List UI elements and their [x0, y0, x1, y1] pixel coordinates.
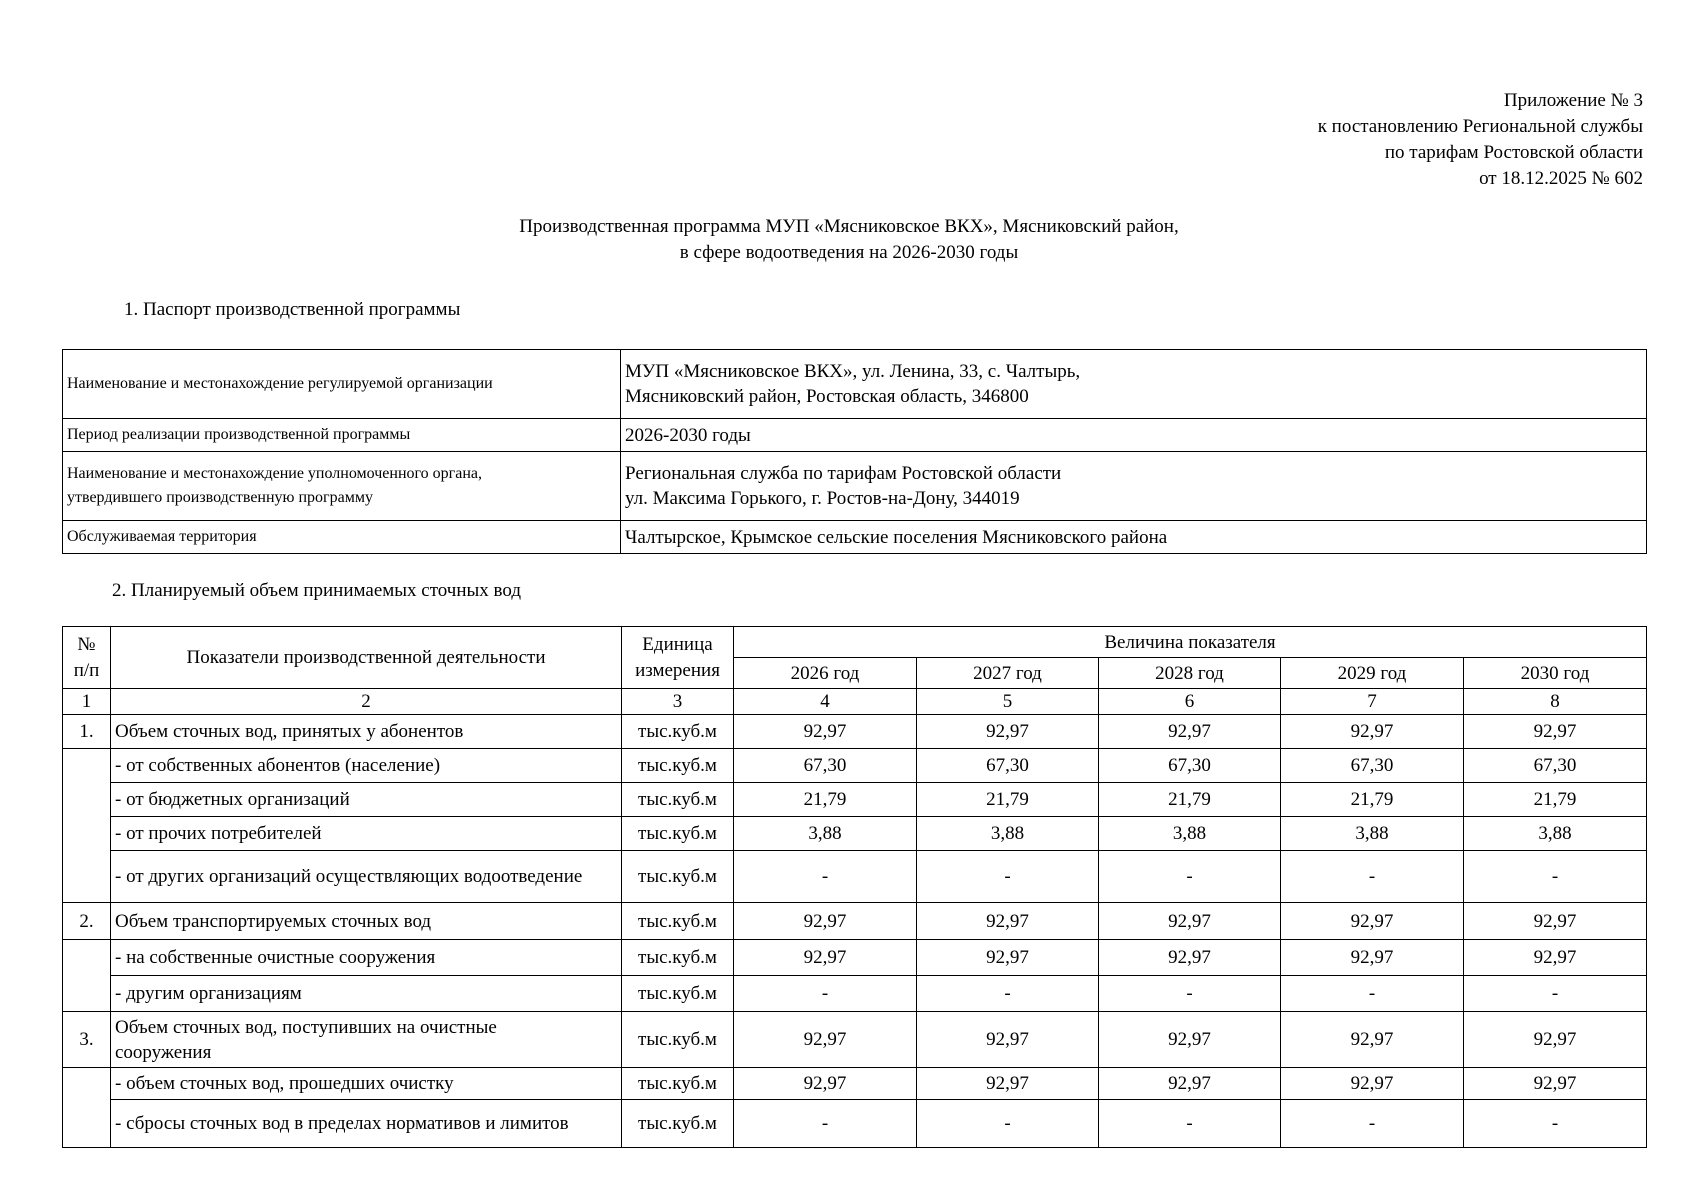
column-number-row: [63, 689, 1647, 715]
document-title-line-2: в сфере водоотведения на 2026-2030 годы: [679, 242, 1019, 263]
passport-value-line: Мясниковский район, Ростовская область, 346800: [625, 386, 1029, 407]
row-indicator: - на собственные очистные сооружения: [111, 940, 622, 976]
passport-label: Наименование и местонахождение регулируемой организации: [63, 350, 621, 419]
row-unit: тыс.куб.м: [622, 976, 734, 1012]
row-value: -: [1099, 1100, 1281, 1148]
table-row: [63, 817, 1647, 851]
row-unit: тыс.куб.м: [622, 749, 734, 783]
row-value: 67,30: [734, 749, 917, 783]
row-value: 92,97: [1281, 1068, 1464, 1100]
column-number: 8: [1464, 689, 1647, 715]
row-value: 21,79: [1099, 783, 1281, 817]
row-value: 21,79: [734, 783, 917, 817]
row-unit: тыс.куб.м: [622, 817, 734, 851]
row-value: -: [1281, 1100, 1464, 1148]
header-year: 2028 год: [1099, 658, 1281, 689]
header-value-group: Величина показателя: [734, 627, 1647, 658]
passport-value: 2026-2030 годы: [621, 419, 1647, 452]
row-value: 67,30: [1464, 749, 1647, 783]
header-year: 2030 год: [1464, 658, 1647, 689]
row-value: -: [1099, 851, 1281, 903]
table-row: [63, 940, 1647, 976]
passport-row: [63, 521, 1647, 554]
appendix-authority-line: по тарифам Ростовской области: [1384, 142, 1643, 163]
column-number: 3: [622, 689, 734, 715]
row-number: 3.: [63, 1012, 111, 1068]
passport-label-line: Наименование и местонахождение уполномоченного органа,: [67, 465, 482, 482]
row-indicator: - от других организаций осуществляющих водоотведение: [111, 851, 622, 903]
table-row: [63, 1012, 1647, 1068]
table-row: [63, 1068, 1647, 1100]
appendix-number: Приложение № 3: [1503, 90, 1643, 111]
row-value: 92,97: [734, 940, 917, 976]
table-row: [63, 749, 1647, 783]
row-number: [63, 940, 111, 1012]
row-value: 67,30: [917, 749, 1099, 783]
passport-label: Обслуживаемая территория: [63, 521, 621, 554]
row-value: 92,97: [917, 1012, 1099, 1068]
row-value: 92,97: [917, 903, 1099, 940]
section-2-heading: 2. Планируемый объем принимаемых сточных вод: [112, 580, 522, 601]
header-unit-line: Единица: [642, 633, 713, 655]
row-value: 92,97: [917, 715, 1099, 749]
row-value: 92,97: [1464, 1068, 1647, 1100]
row-number: 1.: [63, 715, 111, 749]
row-indicator-line: Объем сточных вод, поступивших на очистные: [115, 1016, 497, 1038]
row-value: -: [917, 851, 1099, 903]
passport-label: Период реализации производственной программы: [63, 419, 621, 452]
row-unit: тыс.куб.м: [622, 851, 734, 903]
header-year: 2027 год: [917, 658, 1099, 689]
row-indicator: - другим организациям: [111, 976, 622, 1012]
passport-value-line: МУП «Мясниковское ВКХ», ул. Ленина, 33, с. Чалтырь,: [625, 361, 1081, 382]
row-value: 92,97: [1099, 940, 1281, 976]
row-value: 92,97: [734, 1012, 917, 1068]
header-number-line: п/п: [73, 659, 100, 681]
row-value: -: [1464, 976, 1647, 1012]
row-unit: тыс.куб.м: [622, 1012, 734, 1068]
column-number: 5: [917, 689, 1099, 715]
row-indicator-line: сооружения: [115, 1041, 212, 1063]
header-row: [63, 627, 1647, 658]
table-row: [63, 851, 1647, 903]
row-value: -: [1099, 976, 1281, 1012]
row-unit: тыс.куб.м: [622, 940, 734, 976]
passport-table: [62, 349, 1647, 554]
row-value: 67,30: [1281, 749, 1464, 783]
header-year: 2026 год: [734, 658, 917, 689]
row-value: 92,97: [1281, 903, 1464, 940]
column-number: 2: [111, 689, 622, 715]
row-value: -: [1464, 1100, 1647, 1148]
passport-label-line: утвердившего производственную программу: [67, 489, 373, 506]
passport-label: [63, 452, 621, 521]
row-value: 92,97: [1464, 903, 1647, 940]
row-value: 21,79: [917, 783, 1099, 817]
passport-value: [621, 350, 1647, 419]
row-value: 92,97: [1464, 940, 1647, 976]
row-value: 92,97: [734, 715, 917, 749]
row-value: -: [734, 1100, 917, 1148]
passport-value-line: ул. Максима Горького, г. Ростов-на-Дону, 344019: [625, 488, 1020, 509]
row-value: 21,79: [1281, 783, 1464, 817]
row-value: 92,97: [1464, 1012, 1647, 1068]
row-value: 92,97: [1099, 1068, 1281, 1100]
row-value: 3,88: [734, 817, 917, 851]
row-value: 92,97: [917, 940, 1099, 976]
header-indicator: Показатели производственной деятельности: [111, 627, 622, 689]
passport-value: Чалтырское, Крымское сельские поселения Мясниковского района: [621, 521, 1647, 554]
document-title-line-1: Производственная программа МУП «Мясниковское ВКХ», Мясниковский район,: [519, 216, 1179, 237]
row-value: 92,97: [1099, 1012, 1281, 1068]
row-value: 3,88: [1099, 817, 1281, 851]
row-number: [63, 749, 111, 903]
column-number: 1: [63, 689, 111, 715]
table-row: [63, 783, 1647, 817]
row-value: -: [1281, 976, 1464, 1012]
passport-row: [63, 350, 1647, 419]
appendix-resolution-line: к постановлению Региональной службы: [1317, 116, 1643, 137]
appendix-reference: [1043, 88, 1643, 192]
column-number: 4: [734, 689, 917, 715]
header-unit: [622, 627, 734, 689]
row-indicator: - от прочих потребителей: [111, 817, 622, 851]
row-value: -: [1281, 851, 1464, 903]
passport-value-line: Региональная служба по тарифам Ростовской области: [625, 463, 1062, 484]
row-unit: тыс.куб.м: [622, 903, 734, 940]
table-row: [63, 1100, 1647, 1148]
row-value: -: [734, 851, 917, 903]
row-value: 92,97: [1464, 715, 1647, 749]
row-value: 92,97: [1281, 715, 1464, 749]
row-indicator: - от бюджетных организаций: [111, 783, 622, 817]
row-unit: тыс.куб.м: [622, 1068, 734, 1100]
row-indicator: - от собственных абонентов (население): [111, 749, 622, 783]
row-value: 21,79: [1464, 783, 1647, 817]
wastewater-volume-table: [62, 626, 1647, 1148]
header-number-line: №: [77, 633, 96, 655]
row-value: -: [917, 976, 1099, 1012]
row-indicator: Объем транспортируемых сточных вод: [111, 903, 622, 940]
row-value: 92,97: [734, 1068, 917, 1100]
column-number: 6: [1099, 689, 1281, 715]
row-value: 92,97: [1281, 940, 1464, 976]
passport-row: [63, 419, 1647, 452]
row-value: 92,97: [1281, 1012, 1464, 1068]
row-unit: тыс.куб.м: [622, 1100, 734, 1148]
table-row: [63, 715, 1647, 749]
row-value: -: [1464, 851, 1647, 903]
row-value: 3,88: [1281, 817, 1464, 851]
row-value: 92,97: [917, 1068, 1099, 1100]
row-indicator: [111, 1012, 622, 1068]
row-number: 2.: [63, 903, 111, 940]
row-unit: тыс.куб.м: [622, 783, 734, 817]
row-value: 3,88: [1464, 817, 1647, 851]
row-value: 3,88: [917, 817, 1099, 851]
row-number: [63, 1068, 111, 1148]
row-value: -: [734, 976, 917, 1012]
passport-value: [621, 452, 1647, 521]
document-title: [0, 214, 1698, 266]
header-number: [63, 627, 111, 689]
row-value: 92,97: [1099, 903, 1281, 940]
appendix-date-line: от 18.12.2025 № 602: [1479, 168, 1643, 189]
row-indicator: - объем сточных вод, прошедших очистку: [111, 1068, 622, 1100]
table-row: [63, 903, 1647, 940]
table-row: [63, 976, 1647, 1012]
column-number: 7: [1281, 689, 1464, 715]
row-value: 67,30: [1099, 749, 1281, 783]
row-unit: тыс.куб.м: [622, 715, 734, 749]
row-indicator: Объем сточных вод, принятых у абонентов: [111, 715, 622, 749]
row-indicator: - сбросы сточных вод в пределах нормативов и лимитов: [111, 1100, 622, 1148]
header-unit-line: измерения: [635, 659, 720, 681]
section-1-heading: 1. Паспорт производственной программы: [124, 299, 461, 320]
header-year: 2029 год: [1281, 658, 1464, 689]
row-value: 92,97: [734, 903, 917, 940]
row-value: -: [917, 1100, 1099, 1148]
row-value: 92,97: [1099, 715, 1281, 749]
passport-row: [63, 452, 1647, 521]
